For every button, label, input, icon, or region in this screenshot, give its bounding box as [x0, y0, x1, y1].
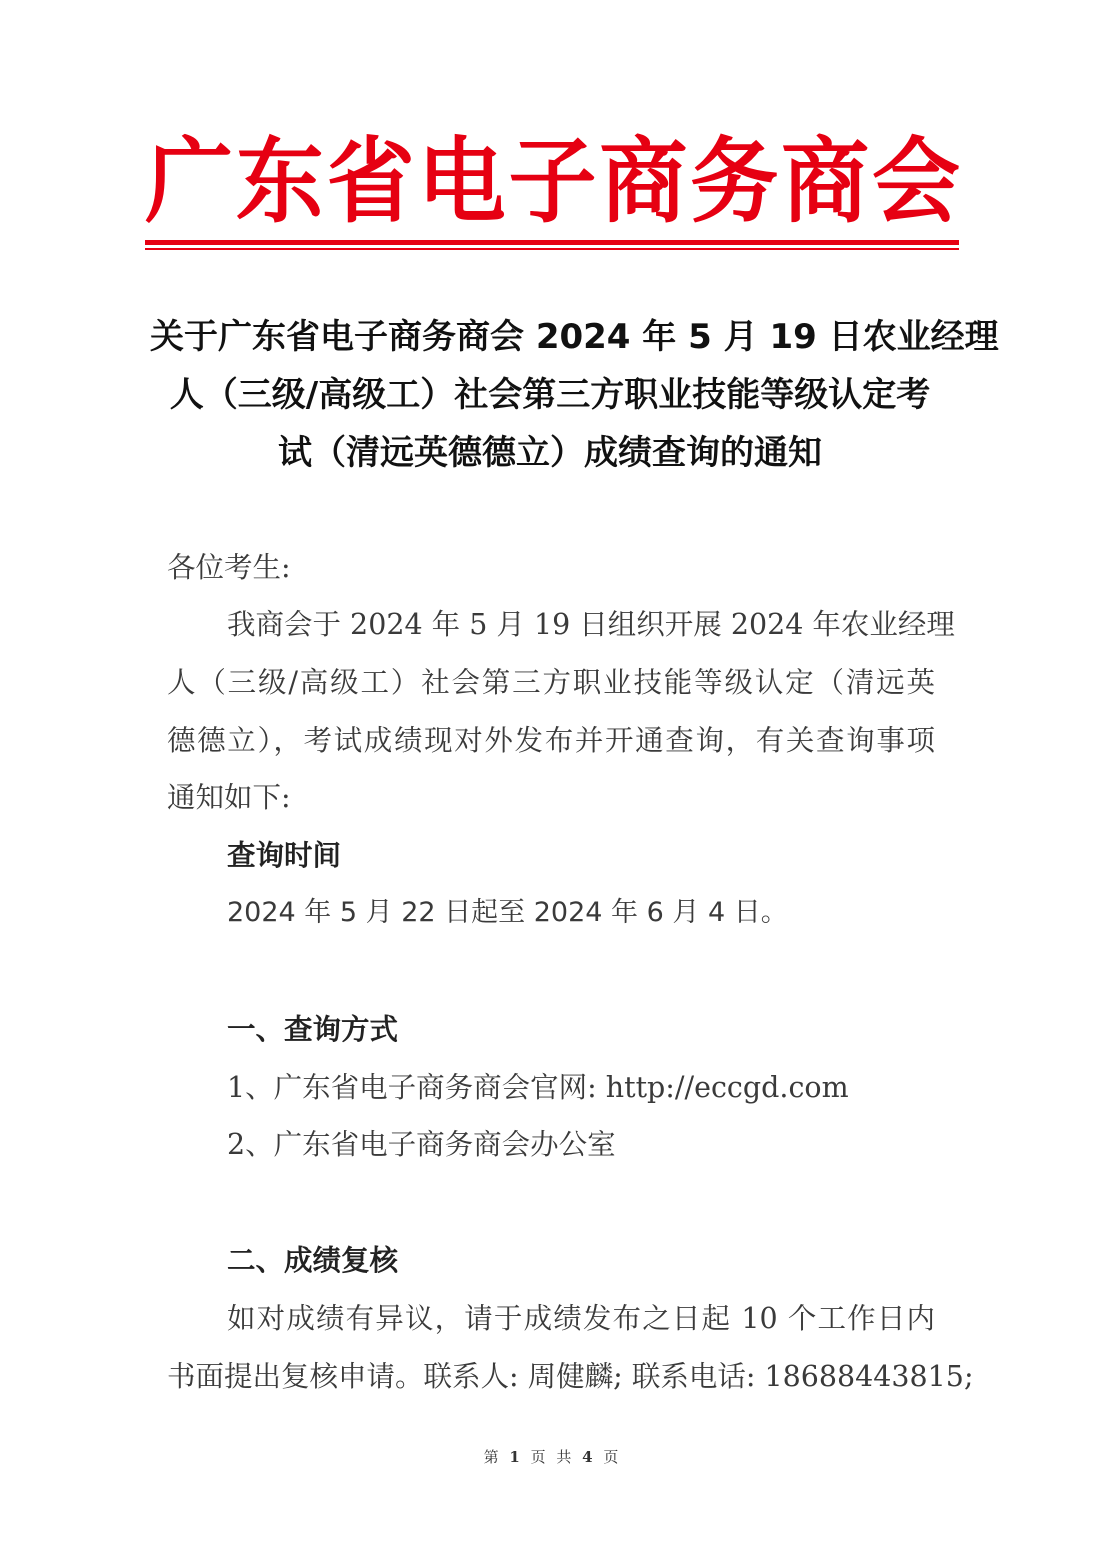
letterhead-divider-thick: [145, 240, 959, 245]
intro-paragraph-line: 人（三级/高级工）社会第三方职业技能等级认定（清远英: [167, 666, 935, 699]
letterhead-char: 东: [235, 125, 324, 236]
letterhead-char: 会: [872, 125, 961, 236]
letterhead-char: 子: [508, 125, 597, 236]
notice-title-line: 人（三级/高级工）社会第三方职业技能等级认定考: [169, 375, 931, 415]
page-total: 4: [582, 1448, 593, 1466]
page-number: 1: [509, 1448, 520, 1466]
footer-label: 第: [483, 1448, 499, 1466]
notice-title-line: 关于广东省电子商务商会 2024 年 5 月 19 日农业经理: [150, 317, 999, 357]
letterhead-char: 省: [326, 125, 415, 236]
salutation: 各位考生:: [167, 551, 291, 584]
query-method-item-website: 1、广东省电子商务商会官网: http://eccgd.com: [227, 1071, 849, 1104]
section-heading-query-time: 查询时间: [227, 839, 342, 872]
notice-title: [150, 308, 999, 482]
section-heading-score-review: 二、成绩复核: [227, 1244, 399, 1277]
letterhead-divider-thin: [145, 248, 959, 250]
intro-paragraph-line: 德德立），考试成绩现对外发布并开通查询，有关查询事项: [167, 724, 935, 757]
letterhead-char: 广: [145, 125, 234, 236]
footer-label: 页: [603, 1448, 619, 1466]
score-review-line: 如对成绩有异议，请于成绩发布之日起 10 个工作日内: [227, 1302, 935, 1335]
intro-paragraph-line: 通知如下:: [167, 781, 291, 814]
query-time-text: 2024 年 5 月 22 日起至 2024 年 6 月 4 日。: [227, 897, 788, 928]
page-footer: [0, 1446, 1102, 1467]
letterhead-char: 电: [417, 125, 506, 236]
footer-label: 页 共: [530, 1448, 572, 1466]
score-review-line: 书面提出复核申请。联系人: 周健麟; 联系电话: 18688443815;: [167, 1360, 974, 1393]
notice-title-line: 试（清远英德德立）成绩查询的通知: [278, 433, 822, 473]
letterhead-char: 商: [599, 125, 688, 236]
letterhead-char: 务: [690, 125, 779, 236]
intro-paragraph-line: 我商会于 2024 年 5 月 19 日组织开展 2024 年农业经理: [227, 608, 955, 641]
section-heading-query-method: 一、查询方式: [227, 1013, 399, 1046]
query-method-item-office: 2、广东省电子商务商会办公室: [227, 1128, 616, 1161]
letterhead-org-name: [145, 125, 961, 236]
letterhead-char: 商: [781, 125, 870, 236]
